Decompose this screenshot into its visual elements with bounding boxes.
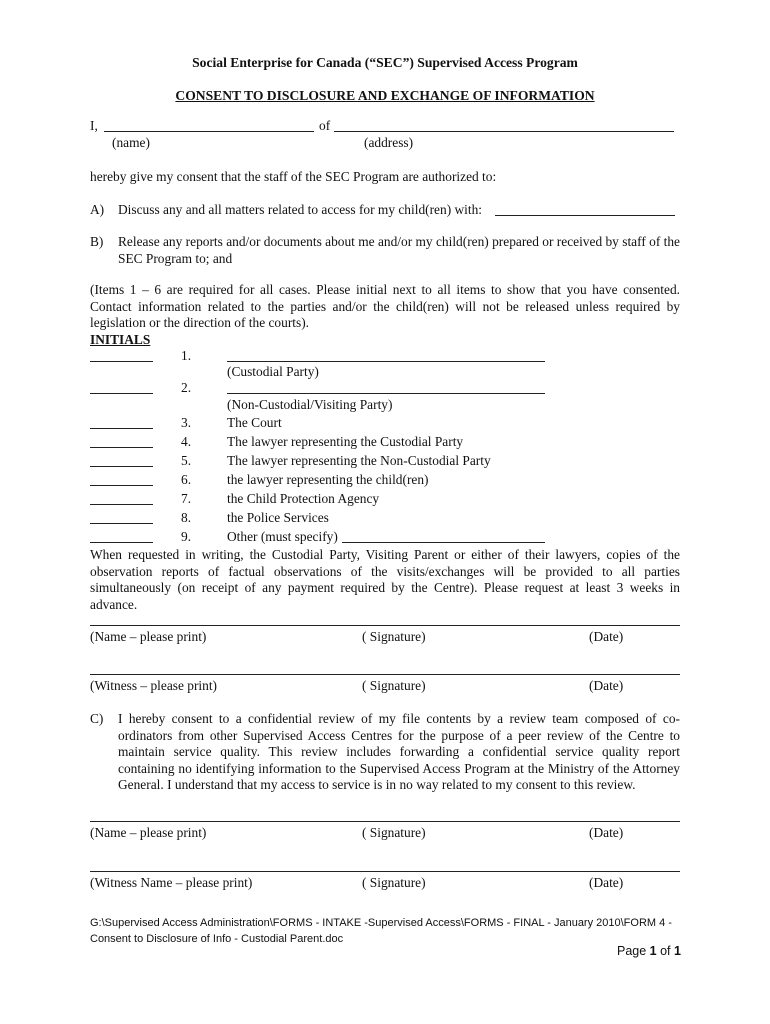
- initials-heading: INITIALS: [90, 332, 151, 347]
- item-a-field[interactable]: [495, 215, 675, 216]
- name-caption: (name): [112, 135, 150, 150]
- initials-field-3[interactable]: [90, 428, 153, 429]
- items-note: (Items 1 – 6 are required for all cases. Please initial next to all items to show that you have consented. Contact information related to the parties and/or the child(ren) will not be released unless required by legislation or the direction of the courts).: [90, 282, 680, 331]
- witness-signature-label-1: ( Signature): [362, 678, 426, 693]
- page-prefix: Page: [617, 944, 650, 958]
- item-b-label: B): [90, 234, 104, 249]
- footer-file-path: G:\Supervised Access Administration\FORMS - INTAKE -Supervised Access\FORMS - FINAL - January 2010\FORM 4 - Consent to Disclosure of Info - Custodial Parent.doc: [90, 917, 672, 945]
- item-c-label: C): [90, 711, 104, 726]
- item-number-6: 6.: [181, 472, 192, 487]
- signature-label-2: ( Signature): [362, 825, 426, 840]
- item-label-9: Other (must specify): [227, 529, 338, 544]
- initials-field-4[interactable]: [90, 447, 153, 448]
- identity-prefix: I,: [90, 118, 98, 133]
- name-field[interactable]: [104, 131, 314, 132]
- item-label-5: The lawyer representing the Non-Custodial Party: [227, 453, 491, 468]
- page-of: of: [656, 944, 674, 958]
- reports-paragraph: When requested in writing, the Custodial Party, Visiting Parent or either of their lawyers, copies of the observation reports of factual observations of the visits/exchanges will be provided to all parties simultaneously (on receipt of any payment required by the Centre). Please request at least 3 weeks in advance.: [90, 547, 680, 612]
- item-b-text: Release any reports and/or documents about me and/or my child(ren) prepared or received by staff of the SEC Program to; and: [118, 234, 680, 266]
- name-label-2: (Name – please print): [90, 825, 207, 840]
- initials-field-1[interactable]: [90, 361, 153, 362]
- item-a-text: Discuss any and all matters related to access for my child(ren) with:: [118, 202, 483, 217]
- initials-field-2[interactable]: [90, 393, 153, 394]
- item-label-6: the lawyer representing the child(ren): [227, 472, 429, 487]
- item-number-9: 9.: [181, 529, 192, 544]
- witness-signature-line-1[interactable]: [90, 674, 680, 675]
- name-signature-line-2[interactable]: [90, 821, 680, 822]
- initials-field-5[interactable]: [90, 466, 153, 467]
- witness-label-2: (Witness Name – please print): [90, 875, 253, 890]
- item-number-7: 7.: [181, 491, 192, 506]
- witness-signature-label-2: ( Signature): [362, 875, 426, 890]
- name-signature-line-1[interactable]: [90, 625, 680, 626]
- initials-field-6[interactable]: [90, 485, 153, 486]
- item-label-3: The Court: [227, 415, 282, 430]
- initials-field-7[interactable]: [90, 504, 153, 505]
- item-number-2: 2.: [181, 380, 192, 395]
- page-total: 1: [674, 944, 681, 958]
- item-label-7: the Child Protection Agency: [227, 491, 380, 506]
- consent-intro: hereby give my consent that the staff of the SEC Program are authorized to:: [90, 169, 497, 184]
- page-indicator: [617, 944, 681, 958]
- signature-label-1: ( Signature): [362, 629, 426, 644]
- program-title: Social Enterprise for Canada (“SEC”) Supervised Access Program: [192, 55, 578, 70]
- item-number-3: 3.: [181, 415, 192, 430]
- item-number-1: 1.: [181, 348, 192, 363]
- witness-label-1: (Witness – please print): [90, 678, 218, 693]
- form-title: CONSENT TO DISCLOSURE AND EXCHANGE OF INFORMATION: [175, 88, 595, 103]
- custodial-party-field[interactable]: [227, 361, 545, 362]
- non-custodial-party-field[interactable]: [227, 393, 545, 394]
- item-number-8: 8.: [181, 510, 192, 525]
- other-specify-field[interactable]: [342, 542, 545, 543]
- item-label-8: the Police Services: [227, 510, 329, 525]
- item-number-5: 5.: [181, 453, 192, 468]
- date-label-2: (Date): [589, 825, 624, 840]
- item-number-4: 4.: [181, 434, 192, 449]
- item-c-text: I hereby consent to a confidential review of my file contents by a review team composed of co-ordinators from other Supervised Access Centres for the purpose of a peer review of the Centre to maintain service quality. This review includes forwarding a confidential service quality report containing no identifying information to the Supervised Access Program at the Ministry of the Attorney General. I understand that my access to service is in no way related to my consent to this review.: [118, 711, 680, 793]
- witness-date-label-2: (Date): [589, 875, 624, 890]
- custodial-party-caption: (Custodial Party): [227, 364, 319, 379]
- address-caption: (address): [364, 135, 414, 150]
- non-custodial-party-caption: (Non-Custodial/Visiting Party): [227, 397, 393, 412]
- initials-field-9[interactable]: [90, 542, 153, 543]
- address-field[interactable]: [334, 131, 674, 132]
- witness-date-label-1: (Date): [589, 678, 624, 693]
- identity-connector: of: [319, 118, 331, 133]
- item-a-label: A): [90, 202, 105, 217]
- item-label-4: The lawyer representing the Custodial Party: [227, 434, 464, 449]
- initials-field-8[interactable]: [90, 523, 153, 524]
- witness-signature-line-2[interactable]: [90, 871, 680, 872]
- name-label-1: (Name – please print): [90, 629, 207, 644]
- date-label-1: (Date): [589, 629, 624, 644]
- page-current: 1: [649, 944, 657, 958]
